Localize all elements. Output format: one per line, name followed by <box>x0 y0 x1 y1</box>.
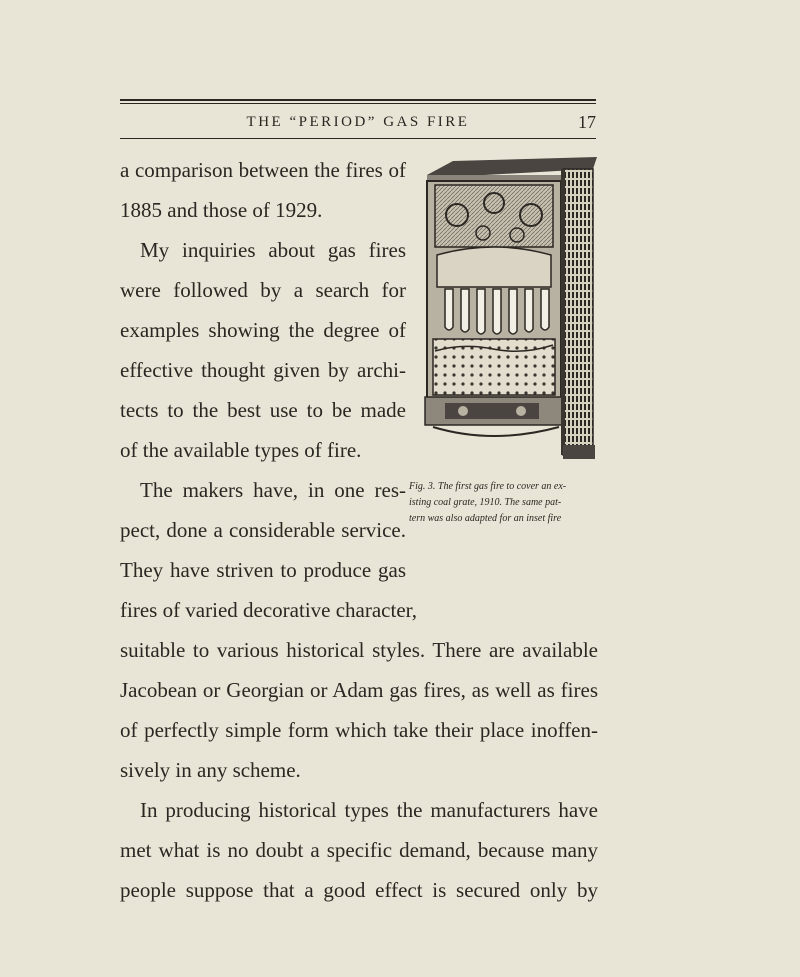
body-line: fires of varied decorative character, <box>120 598 418 622</box>
body-line: tects to the best use to be made <box>120 398 406 422</box>
running-head <box>120 112 596 134</box>
body-line: were followed by a search for <box>120 278 406 302</box>
body-line: a comparison between the fires of <box>120 158 406 182</box>
body-line: people suppose that a good effect is secured only by <box>120 878 598 902</box>
gas-fire-illustration <box>423 155 597 469</box>
body-line: In producing historical types the manufacturers have <box>140 798 598 822</box>
body-line: met what is no doubt a specific demand, because many <box>120 838 598 862</box>
figure-caption <box>409 479 599 527</box>
body-line: suitable to various historical styles. There are available <box>120 638 598 662</box>
body-line: examples showing the degree of <box>120 318 406 342</box>
body-line: Jacobean or Georgian or Adam gas fires, as well as fires <box>120 678 598 702</box>
caption-line: isting coal grate, 1910. The same pat- <box>409 497 562 508</box>
body-line: My inquiries about gas fires <box>140 238 406 262</box>
header-rule-bottom <box>120 138 596 139</box>
page-number: 17 <box>578 112 596 132</box>
body-line: The makers have, in one res- <box>140 478 406 502</box>
caption-line: tern was also adapted for an inset fire <box>409 513 562 524</box>
caption-line: Fig. 3. The first gas fire to cover an ex- <box>409 481 567 492</box>
body-line: of the available types of fire. <box>120 438 362 462</box>
body-line: effective thought given by archi- <box>120 358 406 382</box>
body-line: They have striven to produce gas <box>120 558 406 582</box>
body-line: pect, done a considerable service. <box>120 518 406 542</box>
body-line: 1885 and those of 1929. <box>120 198 323 222</box>
body-line: sively in any scheme. <box>120 758 301 782</box>
header-rule-top-thin <box>120 103 596 104</box>
body-line: of perfectly simple form which take their place inoffen- <box>120 718 598 742</box>
header-rule-top <box>120 99 596 101</box>
running-title: THE “PERIOD” GAS FIRE <box>246 114 470 130</box>
